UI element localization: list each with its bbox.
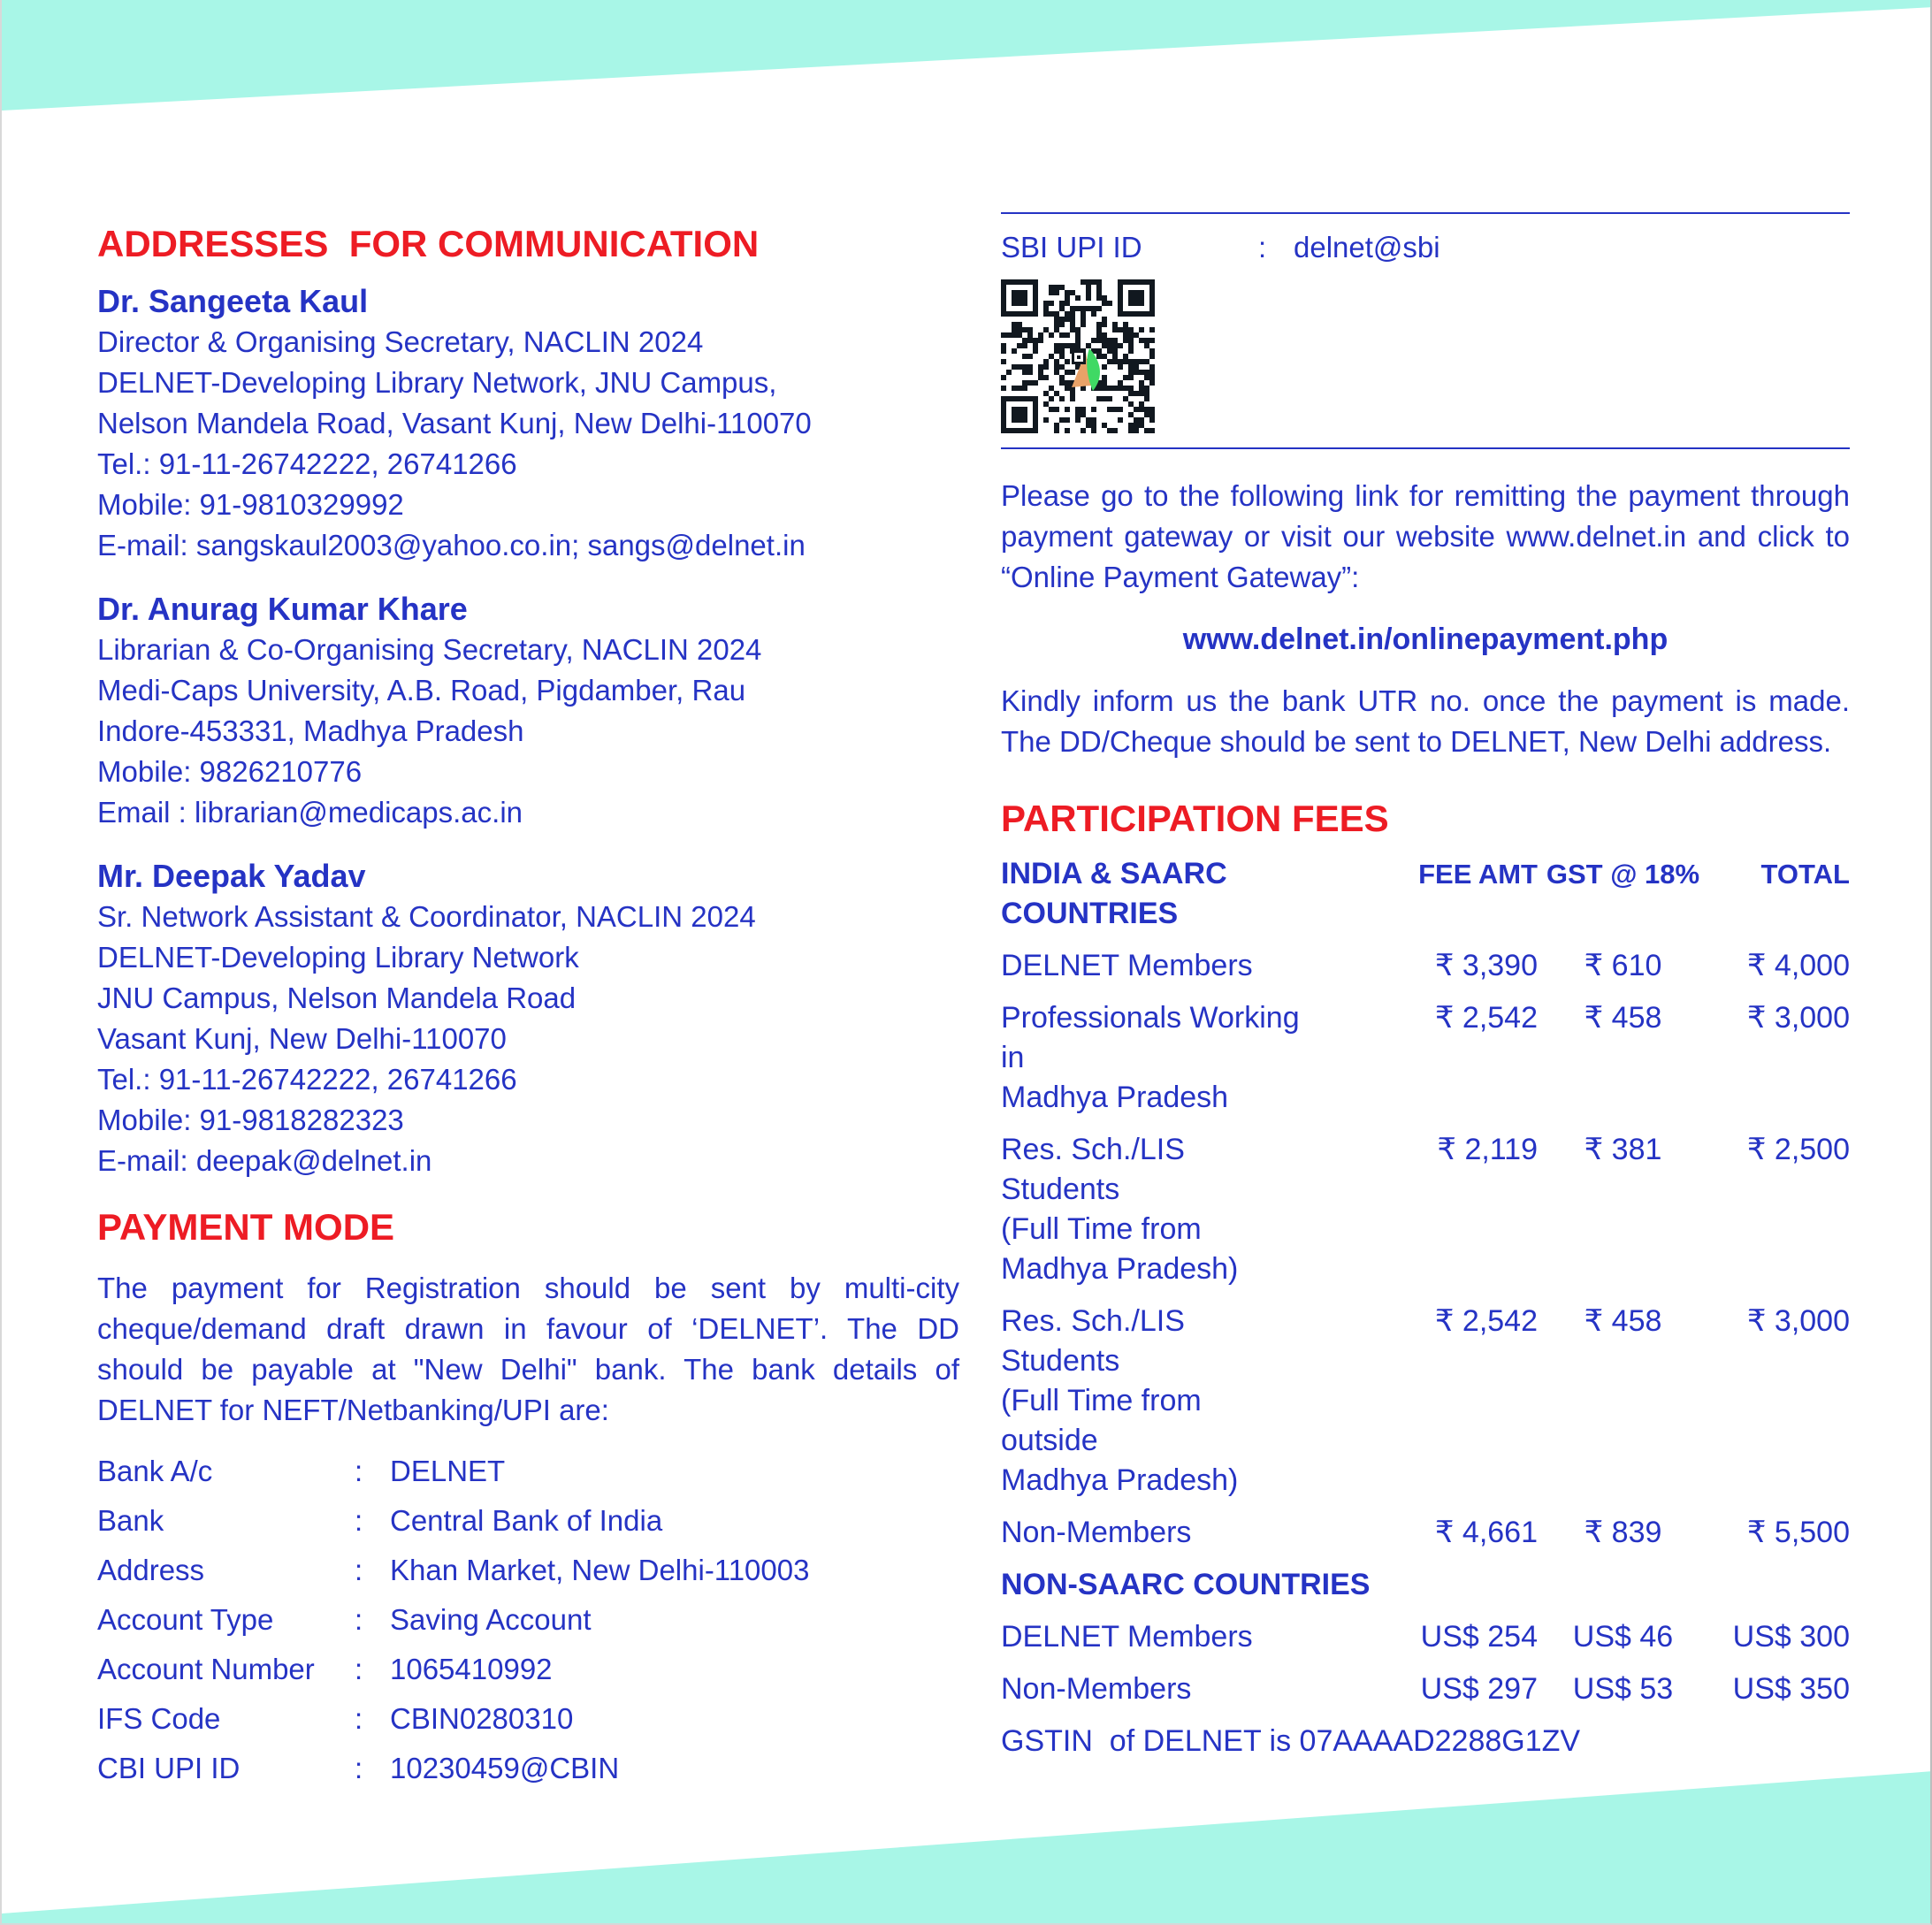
fee-row-label (1001, 1513, 1302, 1553)
payment-mode-paragraph: The payment for Registration should be sent by multi-city cheque/demand draft drawn in favour of ‘DELNET’. The DD should be payable at "New Delhi" bank. The bank details of DELNET for NEFT/Netbanking/UPI are: (97, 1272, 959, 1426)
contact-line: Tel.: 91-11-26742222, 26741266 (97, 1063, 517, 1096)
online-payment-link[interactable]: www.delnet.in/onlinepayment.php (1182, 623, 1669, 656)
fee-row-label (1001, 946, 1302, 986)
bank-detail-value: 1065410992 (390, 1653, 553, 1685)
contact-name: Dr. Anurag Kumar Khare (97, 591, 468, 627)
fee-amount: ₹ 2,542 (1434, 1304, 1538, 1338)
total-amount: ₹ 4,000 (1746, 949, 1850, 982)
fee-label-line: (Full Time from (1001, 1212, 1202, 1246)
gst-amount: ₹ 458 (1584, 1304, 1662, 1338)
bank-detail-value: Khan Market, New Delhi-110003 (390, 1554, 810, 1586)
contact-line: Mobile: 91-9818282323 (97, 1104, 404, 1136)
bank-detail-colon: : (355, 1455, 363, 1487)
bank-detail-label: Account Type (97, 1603, 274, 1636)
fee-label-line: DELNET Members (1001, 1620, 1253, 1654)
bank-detail-colon: : (355, 1554, 363, 1586)
bank-detail-value: CBIN0280310 (390, 1702, 574, 1735)
bank-detail-row (97, 1749, 959, 1788)
gst-amount: ₹ 610 (1584, 949, 1662, 982)
sbi-upi-label: SBI UPI ID (1001, 231, 1142, 264)
bank-detail-colon: : (355, 1653, 363, 1685)
bank-detail-colon: : (355, 1702, 363, 1735)
bank-detail-label: CBI UPI ID (97, 1752, 241, 1784)
contact-line: Mobile: 9826210776 (97, 755, 363, 788)
payment-mode-heading: PAYMENT MODE (97, 1206, 395, 1248)
bank-detail-value: 10230459@CBIN (390, 1752, 620, 1784)
bank-detail-label: Bank A/c (97, 1455, 213, 1487)
sbi-upi-row (1001, 228, 1850, 267)
contact-line: DELNET-Developing Library Network (97, 941, 579, 974)
fee-row-label (1001, 1669, 1302, 1709)
sbi-upi-colon: : (1258, 231, 1267, 264)
fee-label-line: Non-Members (1001, 1672, 1192, 1706)
fee-row-label (1001, 1302, 1302, 1501)
bank-detail-label: Account Number (97, 1653, 315, 1685)
fees-header-total: TOTAL (1760, 859, 1850, 890)
contact-name: Dr. Sangeeta Kaul (97, 283, 369, 319)
non-saarc-heading: NON-SAARC COUNTRIES (1001, 1568, 1371, 1601)
bank-detail-colon: : (355, 1752, 363, 1784)
fee-row (1001, 1130, 1850, 1289)
participation-fees-heading: PARTICIPATION FEES (1001, 798, 1389, 839)
fee-label-line: (Full Time from outside (1001, 1384, 1202, 1457)
contact-line: E-mail: deepak@delnet.in (97, 1144, 432, 1177)
gstin-note: GSTIN of DELNET is 07AAAAD2288G1ZV (1001, 1724, 1581, 1758)
fee-label-line: Madhya Pradesh) (1001, 1252, 1239, 1286)
bank-detail-row (97, 1650, 959, 1689)
bank-details-table (97, 1452, 959, 1788)
bank-detail-row (97, 1600, 959, 1639)
right-column (1001, 212, 1850, 1761)
contact-line: Medi-Caps University, A.B. Road, Pigdamber, Rau (97, 674, 746, 707)
fees-header-fee-amt: FEE AMT (1418, 859, 1538, 890)
fee-label-line: Professionals Working in (1001, 1001, 1300, 1074)
bank-detail-row (97, 1501, 959, 1540)
fees-table (1001, 854, 1850, 1761)
left-column (97, 221, 959, 1799)
fee-label-line: Res. Sch./LIS Students (1001, 1304, 1185, 1378)
bank-detail-value: Saving Account (390, 1603, 592, 1636)
total-amount: ₹ 2,500 (1746, 1133, 1850, 1166)
fee-row-label (1001, 1617, 1302, 1657)
bank-detail-colon: : (355, 1603, 363, 1636)
gst-amount: ₹ 458 (1584, 1001, 1662, 1035)
qr-code (1001, 279, 1155, 433)
contact-line: DELNET-Developing Library Network, JNU Campus, (97, 366, 777, 399)
bank-detail-colon: : (355, 1504, 363, 1537)
contact-line: Email : librarian@medicaps.ac.in (97, 796, 523, 829)
contact-card (97, 281, 959, 566)
fee-label-line: Non-Members (1001, 1516, 1192, 1549)
fee-row (1001, 1669, 1850, 1709)
fee-amount: ₹ 4,661 (1434, 1516, 1538, 1549)
fee-row-label (1001, 1130, 1302, 1289)
gst-amount: US$ 46 (1572, 1620, 1674, 1654)
fee-amount: ₹ 2,542 (1434, 1001, 1538, 1035)
bank-detail-row (97, 1551, 959, 1590)
bank-detail-label: Bank (97, 1504, 164, 1537)
gst-amount: US$ 53 (1572, 1672, 1674, 1706)
bank-detail-value: DELNET (390, 1455, 506, 1487)
total-amount: US$ 350 (1732, 1672, 1850, 1706)
fee-row (1001, 1617, 1850, 1657)
top-divider-line (1001, 212, 1850, 214)
total-amount: ₹ 5,500 (1746, 1516, 1850, 1549)
fee-amount: US$ 297 (1420, 1672, 1538, 1706)
fee-row-label (1001, 998, 1302, 1118)
bank-detail-row (97, 1700, 959, 1738)
contact-line: Director & Organising Secretary, NACLIN 2024 (97, 325, 704, 358)
fee-row (1001, 946, 1850, 986)
bank-detail-value: Central Bank of India (390, 1504, 663, 1537)
fee-label-line: Res. Sch./LIS Students (1001, 1133, 1185, 1206)
fee-label-line: DELNET Members (1001, 949, 1253, 982)
fee-row (1001, 1513, 1850, 1553)
gst-amount: ₹ 839 (1584, 1516, 1662, 1549)
total-amount: US$ 300 (1732, 1620, 1850, 1654)
contact-card (97, 589, 959, 833)
fees-header-region: INDIA & SAARC COUNTRIES (1001, 857, 1227, 930)
bottom-divider-line (1001, 447, 1850, 449)
contact-line: Librarian & Co-Organising Secretary, NACLIN 2024 (97, 633, 762, 666)
bank-detail-row (97, 1452, 959, 1491)
contact-line: Tel.: 91-11-26742222, 26741266 (97, 447, 517, 480)
bank-detail-label: IFS Code (97, 1702, 221, 1735)
total-amount: ₹ 3,000 (1746, 1304, 1850, 1338)
fee-amount: ₹ 3,390 (1434, 949, 1538, 982)
fees-header-row (1001, 854, 1850, 934)
contact-name: Mr. Deepak Yadav (97, 858, 366, 894)
fees-header-gst: GST @ 18% (1546, 859, 1700, 890)
contact-line: JNU Campus, Nelson Mandela Road (97, 982, 577, 1014)
fee-amount: ₹ 2,119 (1437, 1133, 1538, 1166)
addresses-heading: ADDRESSES FOR COMMUNICATION (97, 223, 760, 264)
utr-paragraph: Kindly inform us the bank UTR no. once the payment is made. The DD/Cheque should be sent to DELNET, New Delhi address. (1001, 684, 1850, 758)
contact-line: Mobile: 91-9810329992 (97, 488, 404, 521)
contact-line: Nelson Mandela Road, Vasant Kunj, New Delhi-110070 (97, 407, 812, 439)
gst-amount: ₹ 381 (1584, 1133, 1662, 1166)
fee-row (1001, 998, 1850, 1118)
contact-line: Vasant Kunj, New Delhi-110070 (97, 1022, 507, 1055)
contact-line: Sr. Network Assistant & Coordinator, NACLIN 2024 (97, 900, 756, 933)
fee-label-line: Madhya Pradesh) (1001, 1463, 1239, 1497)
contact-line: E-mail: sangskaul2003@yahoo.co.in; sangs@delnet.in (97, 529, 806, 561)
fee-amount: US$ 254 (1420, 1620, 1538, 1654)
contact-line: Indore-453331, Madhya Pradesh (97, 714, 524, 747)
gateway-paragraph: Please go to the following link for remitting the payment through payment gateway or visit our website www.delnet.in and click to “Online Payment Gateway”: (1001, 479, 1850, 593)
fee-label-line: Madhya Pradesh (1001, 1081, 1229, 1114)
sbi-upi-value: delnet@sbi (1294, 231, 1440, 264)
contact-card (97, 856, 959, 1181)
total-amount: ₹ 3,000 (1746, 1001, 1850, 1035)
bank-detail-label: Address (97, 1554, 205, 1586)
fee-row (1001, 1302, 1850, 1501)
